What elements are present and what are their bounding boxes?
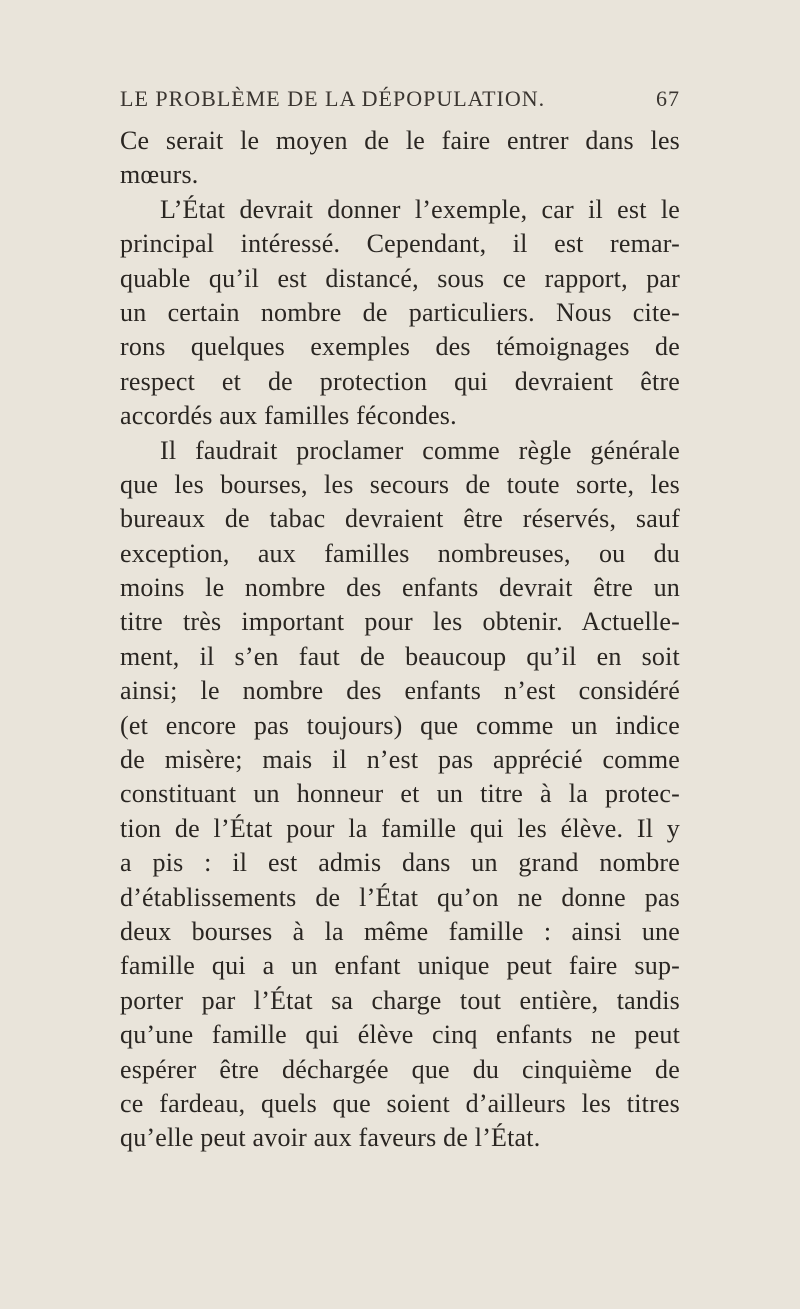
- text-line: un certain nombre de particuliers. Nous cite-: [120, 297, 680, 327]
- page-number: 67: [656, 86, 680, 111]
- text-line: rons quelques exemples des témoignages de: [120, 332, 680, 362]
- text-line: d’établissements de l’État qu’on ne donne pas: [120, 882, 680, 912]
- text-line: principal intéressé. Cependant, il est remar-: [120, 229, 680, 259]
- body-text: [120, 124, 680, 1156]
- text-line: famille qui a un enfant unique peut faire sup-: [120, 951, 680, 981]
- text-line: qu’elle peut avoir aux faveurs de l’État.: [120, 1123, 541, 1153]
- text-line: moins le nombre des enfants devrait être un: [120, 573, 680, 603]
- running-head-title: LE PROBLÈME DE LA DÉPOPULATION.: [120, 86, 546, 111]
- text-line: bureaux de tabac devraient être réservés, sauf: [120, 504, 680, 534]
- text-line: constituant un honneur et un titre à la protec-: [120, 779, 680, 809]
- text-line: de misère; mais il n’est pas apprécié comme: [120, 745, 680, 775]
- text-line: Ce serait le moyen de le faire entrer dans les: [120, 126, 680, 155]
- text-line: mœurs.: [120, 160, 199, 190]
- text-line: ainsi; le nombre des enfants n’est considéré: [120, 676, 680, 706]
- text-line: ment, il s’en faut de beaucoup qu’il en soit: [120, 641, 680, 671]
- text-line: porter par l’État sa charge tout entière, tandis: [120, 985, 680, 1015]
- text-line: Il faudrait proclamer comme règle générale: [160, 435, 680, 465]
- text-line: respect et de protection qui devraient être: [120, 366, 680, 396]
- text-line: titre très important pour les obtenir. Actuelle-: [120, 607, 680, 637]
- text-line: accordés aux familles fécondes.: [120, 401, 457, 431]
- text-line: (et encore pas toujours) que comme un indice: [120, 710, 680, 740]
- running-head: [120, 86, 680, 118]
- text-line: quable qu’il est distancé, sous ce rapport, par: [120, 263, 680, 293]
- text-line: a pis : il est admis dans un grand nombre: [120, 848, 680, 878]
- text-line: deux bourses à la même famille : ainsi une: [120, 916, 680, 946]
- text-line: espérer être déchargée que du cinquième de: [120, 1054, 680, 1084]
- text-line: tion de l’État pour la famille qui les élève. Il y: [120, 813, 680, 843]
- text-line: ce fardeau, quels que soient d’ailleurs les titres: [120, 1088, 680, 1118]
- text-line: exception, aux familles nombreuses, ou du: [120, 538, 680, 568]
- text-line: qu’une famille qui élève cinq enfants ne peut: [120, 1020, 680, 1050]
- text-line: L’État devrait donner l’exemple, car il est le: [160, 194, 680, 224]
- text-line: que les bourses, les secours de toute sorte, les: [120, 469, 680, 499]
